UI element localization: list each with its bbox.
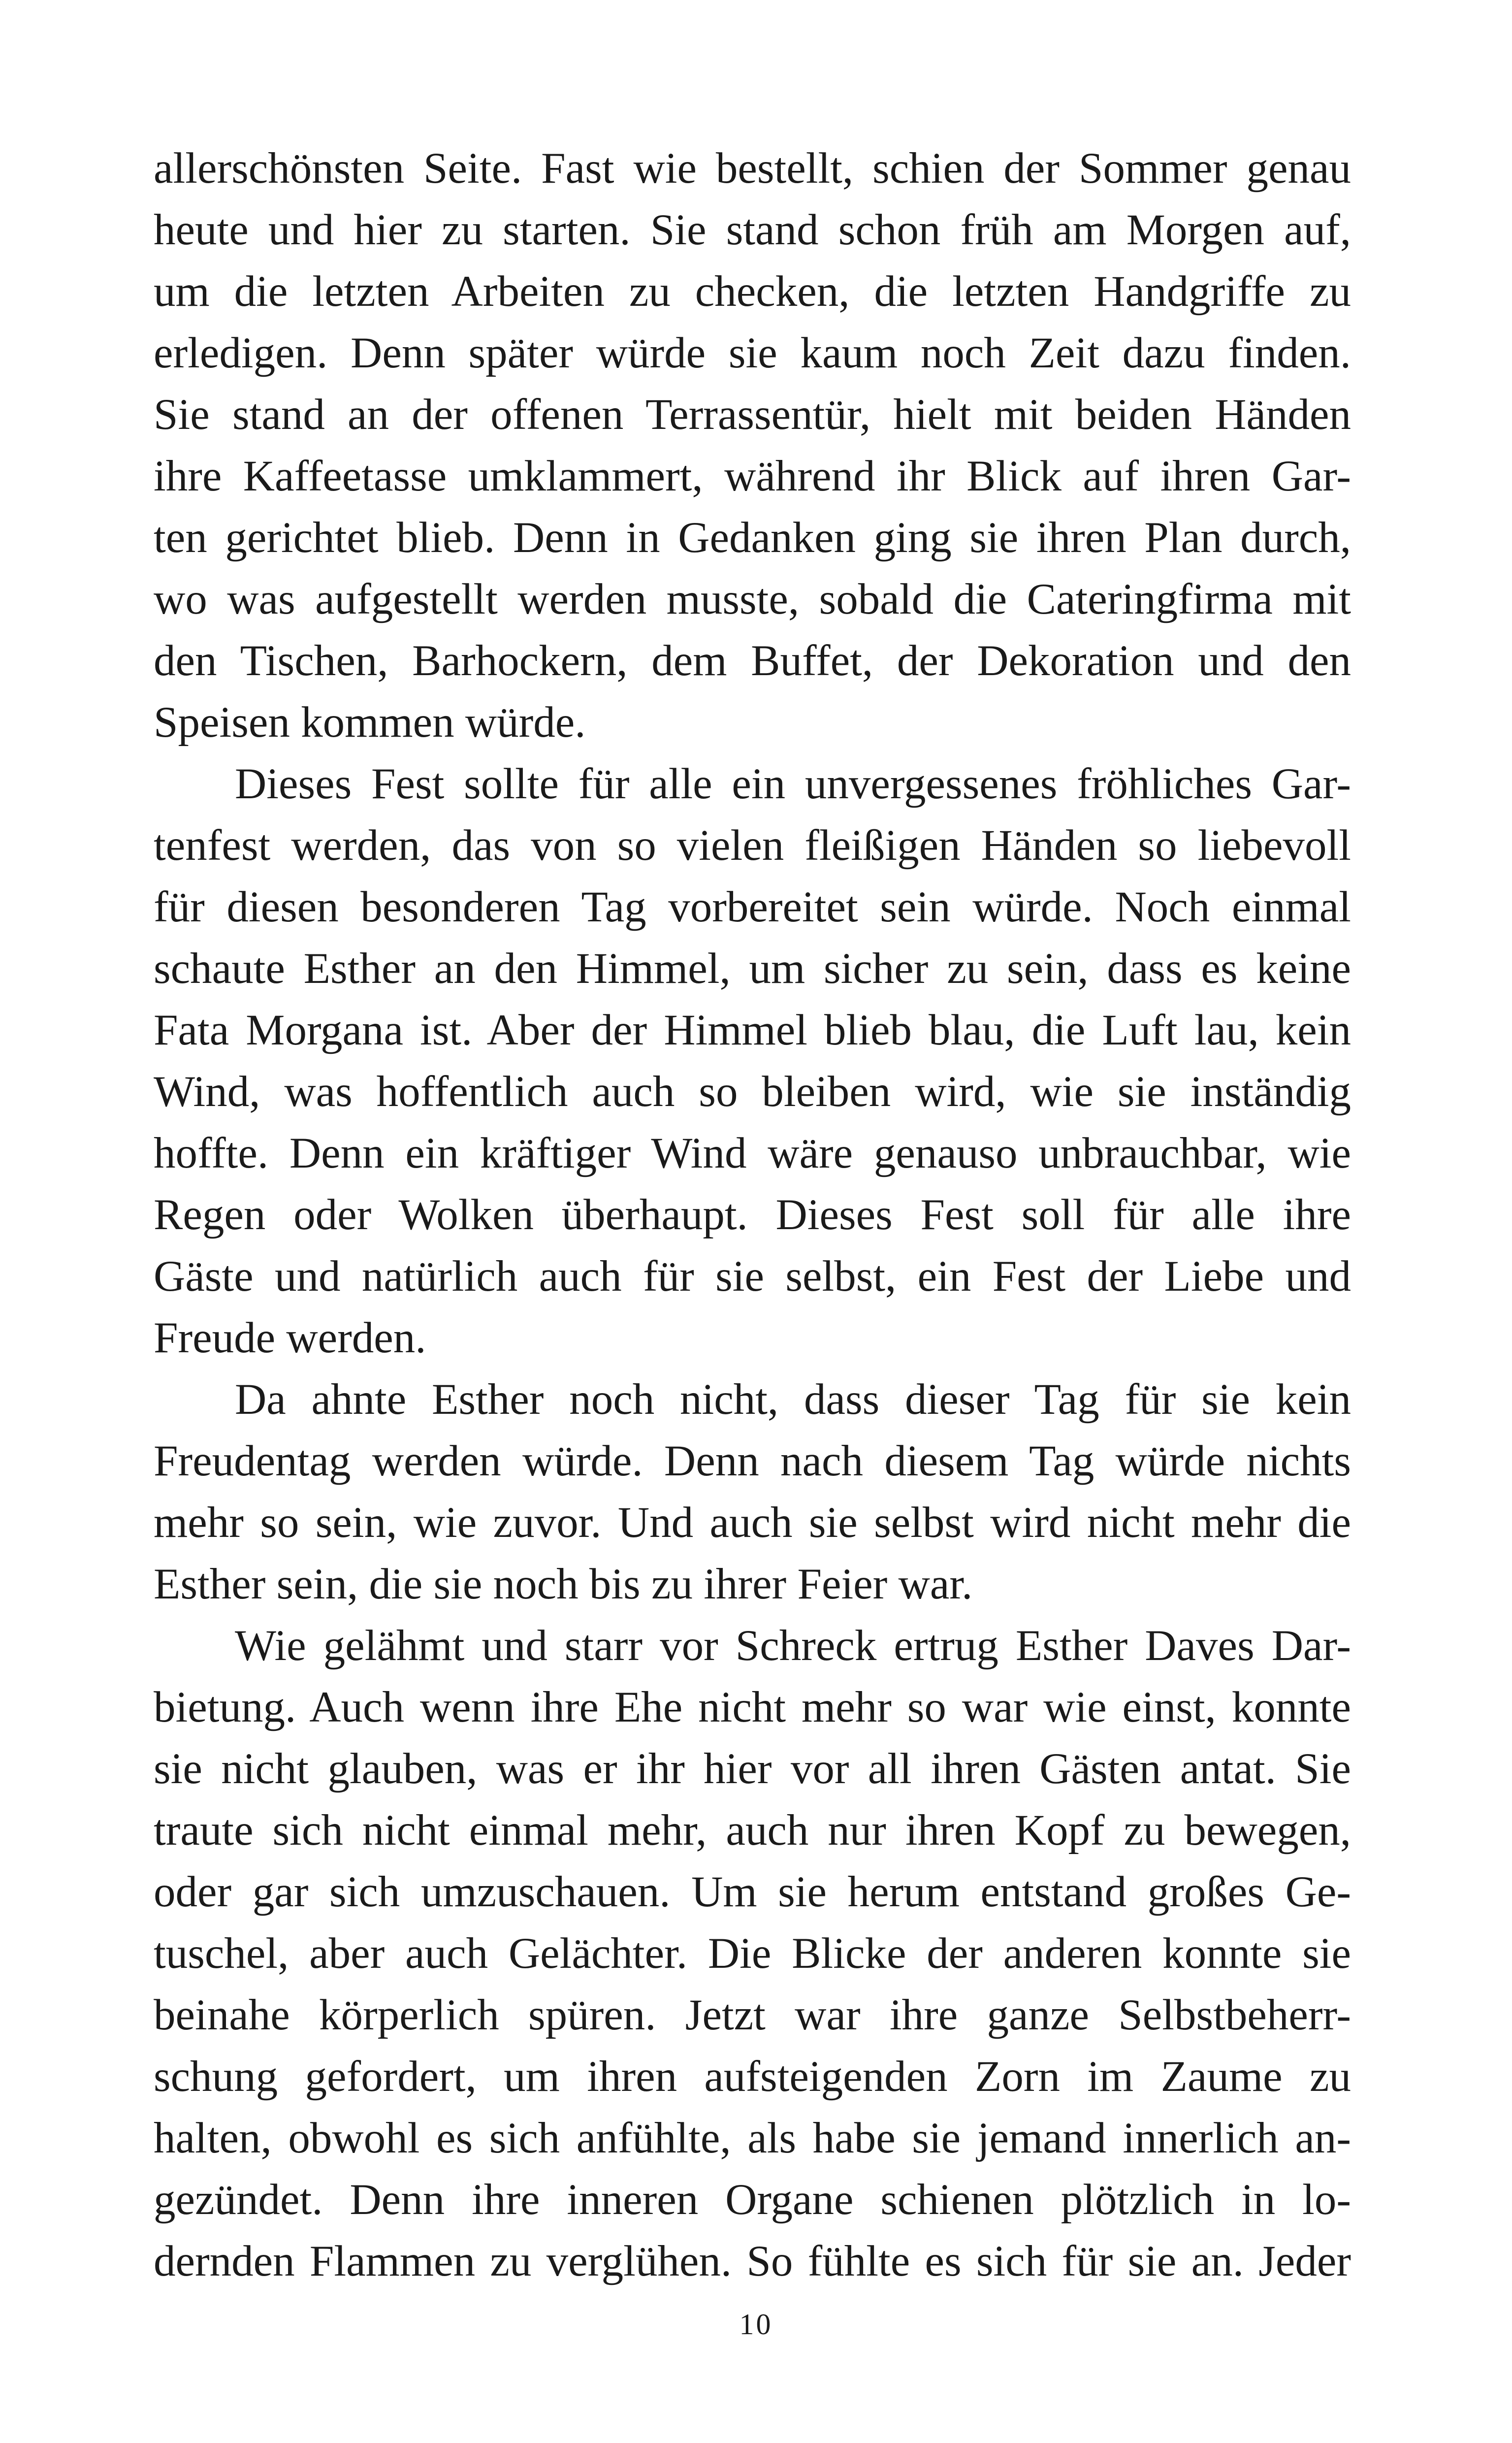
text-line: erledigen. Denn später würde sie kaum noch Zeit dazu finden. [154,329,1351,377]
text-line: um die letzten Arbeiten zu checken, die letzten Handgriffe zu [154,267,1351,316]
text-line: tuschel, aber auch Gelächter. Die Blicke der anderen konnte sie [154,1929,1351,1978]
text-line: Gäste und natürlich auch für sie selbst, ein Fest der Liebe und [154,1252,1351,1301]
body-text [154,138,1351,2292]
paragraph-first-line: Dieses Fest sollte für alle ein unvergessenes fröhliches Gar- [235,760,1351,808]
text-line: heute und hier zu starten. Sie stand schon früh am Morgen auf, [154,206,1351,254]
text-line: bietung. Auch wenn ihre Ehe nicht mehr so war wie einst, konnte [154,1683,1351,1731]
text-line: tenfest werden, das von so vielen fleißigen Händen so liebevoll [154,821,1351,870]
text-line: ihre Kaffeetasse umklammert, während ihr Blick auf ihren Gar- [154,452,1351,500]
text-line: Regen oder Wolken überhaupt. Dieses Fest soll für alle ihre [154,1191,1351,1239]
text-line: Freudentag werden würde. Denn nach diesem Tag würde nichts [154,1437,1351,1485]
page-number: 10 [739,2308,773,2341]
text-line: allerschönsten Seite. Fast wie bestellt, schien der Sommer genau [154,144,1351,193]
text-line: schaute Esther an den Himmel, um sicher zu sein, dass es keine [154,945,1351,993]
paragraph-first-line: Wie gelähmt und starr vor Schreck ertrug Esther Daves Dar- [235,1622,1351,1670]
text-line: gezündet. Denn ihre inneren Organe schienen plötzlich in lo- [154,2176,1351,2224]
text-line: hoffte. Denn ein kräftiger Wind wäre genauso unbrauchbar, wie [154,1129,1351,1177]
text-line: dernden Flammen zu verglühen. So fühlte es sich für sie an. Jeder [154,2237,1351,2285]
text-line: oder gar sich umzuschauen. Um sie herum entstand großes Ge- [154,1868,1351,1916]
text-line: Freude werden. [154,1314,426,1362]
text-line: den Tischen, Barhockern, dem Buffet, der Dekoration und den [154,637,1351,685]
text-line: Fata Morgana ist. Aber der Himmel blieb blau, die Luft lau, kein [154,1006,1351,1054]
text-line: traute sich nicht einmal mehr, auch nur ihren Kopf zu bewegen, [154,1806,1351,1855]
text-line: ten gerichtet blieb. Denn in Gedanken ging sie ihren Plan durch, [154,514,1351,562]
text-line: Speisen kommen würde. [154,698,586,747]
text-line: Sie stand an der offenen Terrassentür, hielt mit beiden Händen [154,391,1351,439]
text-line: mehr so sein, wie zuvor. Und auch sie selbst wird nicht mehr die [154,1498,1351,1547]
text-line: beinahe körperlich spüren. Jetzt war ihre ganze Selbstbeherr- [154,1991,1351,2039]
paragraph-first-line: Da ahnte Esther noch nicht, dass dieser Tag für sie kein [235,1375,1351,1424]
text-line: wo was aufgestellt werden musste, sobald die Cateringfirma mit [154,575,1351,623]
text-line: für diesen besonderen Tag vorbereitet sein würde. Noch einmal [154,883,1351,931]
text-line: Esther sein, die sie noch bis zu ihrer Feier war. [154,1560,973,1608]
text-line: Wind, was hoffentlich auch so bleiben wird, wie sie inständig [154,1068,1351,1116]
text-line: schung gefordert, um ihren aufsteigenden Zorn im Zaume zu [154,2052,1351,2101]
text-line: sie nicht glauben, was er ihr hier vor all ihren Gästen antat. Sie [154,1745,1351,1793]
text-line: halten, obwohl es sich anfühlte, als habe sie jemand innerlich an- [154,2114,1351,2162]
